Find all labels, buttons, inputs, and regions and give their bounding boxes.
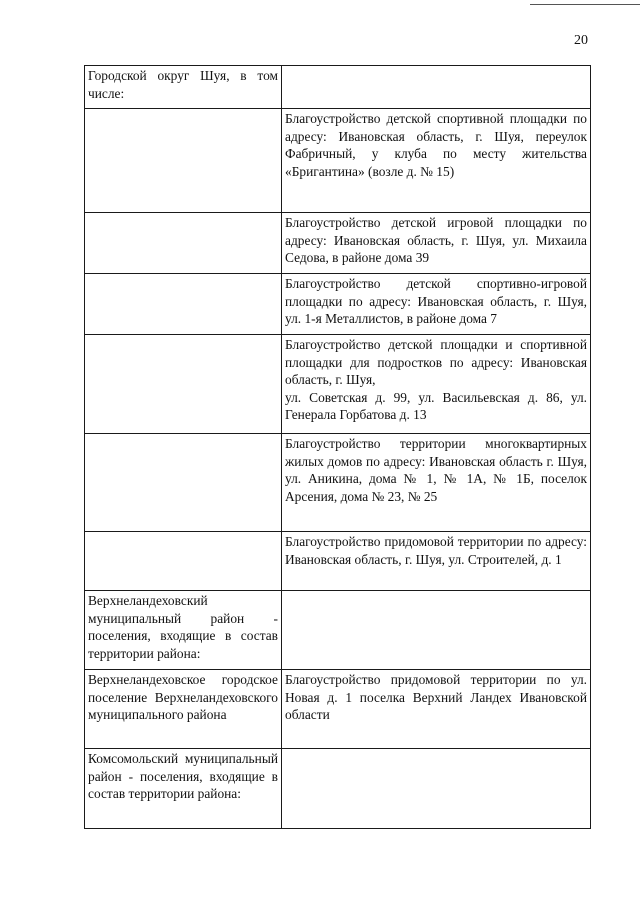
table-row [85,109,591,213]
project-cell [282,66,591,109]
project-cell [282,749,591,829]
table-row [85,591,591,670]
project-cell: Благоустройство придомовой территории по ул. Новая д. 1 поселка Верхний Ландех Ивановской области [282,670,591,749]
territory-cell [85,532,282,591]
table-row [85,66,591,109]
territory-cell: Городской округ Шуя, в том числе: [85,66,282,109]
table-row [85,335,591,434]
territory-cell [85,335,282,434]
table-row [85,670,591,749]
table-row [85,749,591,829]
territory-cell [85,109,282,213]
territory-cell: Верхнеландеховский муниципальный район - поселения, входящие в состав территории района: [85,591,282,670]
territory-cell [85,213,282,274]
project-cell: Благоустройство детской спортивно-игровой площадки по адресу: Ивановская область, г. Шуя, ул. 1-я Металлистов, в районе дома 7 [282,274,591,335]
page-number: 20 [574,33,588,48]
territory-cell [85,274,282,335]
table-row [85,213,591,274]
project-text-line: Благоустройство детской площадки и спортивной площадки для подростков по адресу: Ивановская область, г. Шуя, [285,337,587,388]
project-cell: Благоустройство детской спортивной площадки по адресу: Ивановская область, г. Шуя, переулок Фабричный, у клуба по месту жительства «Бригантина» (возле д. № 15) [282,109,591,213]
project-cell [282,591,591,670]
scan-edge-mark [530,4,640,5]
table-row [85,434,591,532]
table-row [85,274,591,335]
project-cell: Благоустройство территории многоквартирных жилых домов по адресу: Ивановская область г. Шуя, ул. Аникина, дома № 1, № 1А, № 1Б, поселок Арсения, дома № 23, № 25 [282,434,591,532]
territory-cell [85,434,282,532]
projects-table [84,65,591,829]
territory-cell: Верхнеландеховское городское поселение Верхнеландеховского муниципального района [85,670,282,749]
project-cell: Благоустройство детской игровой площадки по адресу: Ивановская область, г. Шуя, ул. Михаила Седова, в районе дома 39 [282,213,591,274]
project-cell [282,335,591,434]
territory-cell: Комсомольский муниципальный район - поселения, входящие в состав территории района: [85,749,282,829]
project-cell: Благоустройство придомовой территории по адресу: Ивановская область, г. Шуя, ул. Строителей, д. 1 [282,532,591,591]
table-row [85,532,591,591]
project-text-line: ул. Советская д. 99, ул. Васильевская д. 86, ул. Генерала Горбатова д. 13 [285,389,587,423]
